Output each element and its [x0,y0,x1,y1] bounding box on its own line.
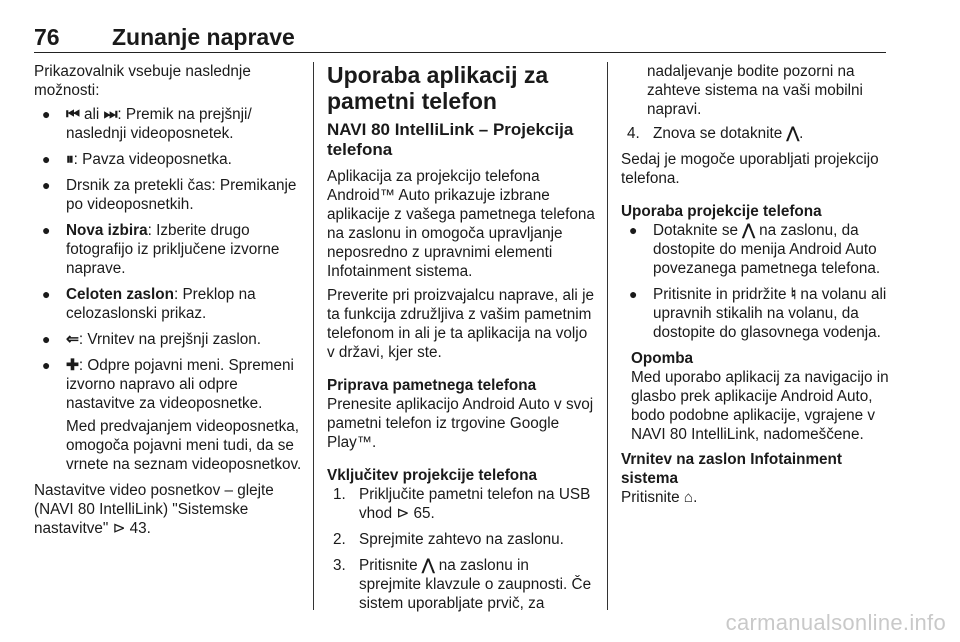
bullet-icon: ● [42,151,51,167]
subsection-heading: NAVI 80 IntelliLink – Projekcija telefona [327,120,574,159]
list-term: Celoten zaslon [66,286,174,303]
bullet-icon: ● [42,177,51,193]
paragraph: Prenesite aplikacijo Android Auto v svoj pametni telefon iz trgovine Google Play™. [327,396,594,451]
list-item [34,105,302,143]
step-number: 3. [333,557,346,574]
header-divider [34,52,886,53]
page-ref-icon: ⊳ [112,520,126,537]
list-text: Pritisnite in pridržite [653,286,791,303]
list-text: : Premik na prejšnji/ naslednji videoposnetek. [66,106,252,142]
page-ref: 43. [125,520,151,537]
bullet-icon: ● [629,286,638,302]
list-item [621,285,891,342]
list-text: : Odpre pojavni meni. Spremeni izvorno napravo ali odpre nastavitve za videoposnetke. [66,357,294,412]
list-text: : Preklop na celozaslonski prikaz. [66,286,256,322]
voice-control-icon: ♮ [790,286,797,303]
step-item [327,556,595,613]
note-box [621,349,891,444]
column-left [34,62,302,543]
paragraph-text: Pritisnite [621,489,684,506]
page-number: 76 [34,24,60,50]
back-arrow-icon: ⇐ [66,331,79,348]
list-text: na zaslonu, da dostopite do menija Android Auto povezanega pametnega telefona. [653,222,881,277]
plus-icon: ✚ [66,357,79,374]
paragraph: Preverite pri proizvajalcu naprave, ali je ta funkcija združljiva z vašim pametnim telefonom in ali je ta aplikacija na voljo v državi, kjer ste. [327,287,594,361]
step-number: 2. [333,531,346,548]
page-ref-icon: ⊳ [396,505,410,522]
paragraph: Sedaj je mogoče uporabljati projekcijo telefona. [621,151,879,187]
minor-heading: Vrnitev na zaslon Infotainment sistema [621,451,842,487]
list-subtext: Med predvajanjem videoposnetka, omogoča pojavni meni tudi, da se vrnete na seznam videoposnetkov. [66,418,302,473]
bullet-icon: ● [42,357,51,373]
list-text: : Izberite drugo fotografijo iz priključene izvorne naprave. [66,222,280,277]
closing-body: Nastavitve video posnetkov – glejte (NAVI 80 IntelliLink) "Sistemske nastavitve" [34,482,274,537]
intro-text: Prikazovalnik vsebuje naslednje možnosti: [34,63,251,99]
list-term: Nova izbira [66,222,148,239]
bullet-icon: ● [42,286,51,302]
step-text: . [799,125,804,142]
skip-next-icon: ⏭ [103,106,118,123]
list-item [34,285,302,323]
minor-heading: Vključitev projekcije telefona [327,467,537,484]
list-item [34,176,302,214]
column-right [621,62,891,512]
step-text: Znova se dotaknite [653,125,787,142]
paragraph [621,488,891,507]
list-item [34,150,302,169]
bullet-icon: ● [629,222,638,238]
bullet-icon: ● [42,331,51,347]
bullet-icon: ● [42,106,51,122]
step-text: Pritisnite [359,557,422,574]
home-icon: ⌂ [683,489,694,506]
step-item [621,124,891,143]
list-text: : Vrnitev na prejšnji zaslon. [78,331,262,348]
android-auto-icon: ⋀ [421,557,435,574]
section-heading: Uporaba aplikacij za pametni telefon [327,62,549,114]
note-title: Opomba [631,350,694,367]
note-text: Med uporabo aplikacij za navigacijo in glasbo prek aplikacije Android Auto, bodo podobne aplikacije, vgrajene v NAVI 80 IntelliLink, nadomeščene. [631,369,889,443]
step-item [327,485,595,523]
bullet-icon: ● [42,222,51,238]
list-item [34,330,302,349]
paragraph-text: . [693,489,698,506]
column-divider-2 [607,62,608,610]
list-text: Dotaknite se [653,222,743,239]
paragraph: Aplikacija za projekcijo telefona Android™ Auto prikazuje izbrane aplikacije z vašega pametnega telefona na zaslonu in omogoča upravljanje neposredno z upravnimi elementi Infotainment sistema. [327,168,595,280]
minor-heading: Priprava pametnega telefona [327,377,537,394]
step-text: Priključite pametni telefon na USB vhod [359,486,591,522]
list-text: ali [79,106,104,123]
closing-text [34,481,302,538]
step-number: 4. [627,125,640,142]
column-middle [327,62,595,620]
step-number: 1. [333,486,346,503]
column-divider-1 [313,62,314,610]
list-text: na volanu ali upravnih stikalih na volanu, da dostopite do glasovnega vodenja. [653,286,887,341]
minor-heading: Uporaba projekcije telefona [621,203,822,220]
list-item [621,221,891,278]
watermark-text: carmanualsonline.info [725,610,946,635]
android-auto-icon: ⋀ [742,222,755,239]
skip-previous-icon: ⏮ [66,106,80,123]
pause-icon: ⏸ [66,151,74,168]
page-ref: 65. [409,505,435,522]
step-text: na zaslonu in sprejmite klavzule o zaupnosti. Če sistem uporabljate prvič, za [359,557,592,612]
chapter-title: Zunanje naprave [112,24,295,50]
list-text: Drsnik za pretekli čas: Premikanje po videoposnetkih. [66,177,297,213]
step-continuation: nadaljevanje bodite pozorni na zahteve sistema na vaši mobilni napravi. [647,63,863,118]
android-auto-icon: ⋀ [786,125,800,142]
step-item [327,530,595,549]
list-item [34,356,302,474]
step-text: Sprejmite zahtevo na zaslonu. [359,531,564,548]
list-text: : Pavza videoposnetka. [73,151,232,168]
list-item [34,221,302,278]
page-header [34,24,884,52]
